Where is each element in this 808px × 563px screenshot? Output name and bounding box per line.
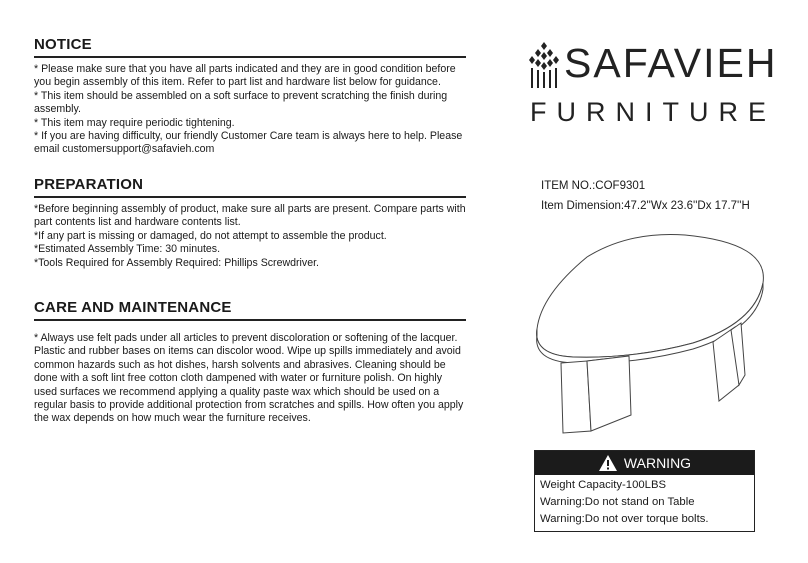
care-title: CARE AND MAINTENANCE	[34, 299, 232, 316]
notice-line: * This item should be assembled on a soft surface to prevent scratching the finish during assembly.	[34, 89, 448, 116]
notice-line: * This item may require periodic tightening.	[34, 116, 235, 129]
notice-divider	[34, 56, 466, 58]
warning-triangle-icon	[598, 454, 618, 472]
warning-line: Warning:Do not over torque bolts.	[540, 513, 709, 525]
warning-box	[534, 450, 755, 532]
preparation-text	[34, 203, 466, 270]
warning-header	[535, 451, 754, 475]
care-divider	[34, 319, 466, 321]
preparation-title: PREPARATION	[34, 176, 144, 193]
safavieh-logo-icon	[528, 40, 560, 90]
warning-line: Warning:Do not stand on Table	[540, 496, 695, 508]
notice-section	[34, 36, 466, 157]
notice-line: * If you are having difficulty, our friendly Customer Care team is always here to help. Please email customersupport@safavieh.com	[34, 130, 463, 156]
preparation-section	[34, 176, 466, 270]
brand-name: SAFAVIEH	[564, 40, 778, 86]
preparation-line: *Estimated Assembly Time: 30 minutes.	[34, 243, 221, 256]
notice-text	[34, 63, 466, 157]
item-dimension: Item Dimension:47.2''Wx 23.6''Dx 17.7''H	[541, 200, 750, 212]
notice-title: NOTICE	[34, 36, 92, 53]
care-text: * Always use felt pads under all articles to prevent discoloration or softening of the lacquer. Plastic and rubber bases on items can discolor wood. Wipe up spills immediately and avoid common hazards such as hot dishes, harsh solvents and abrasives. Cleaning should be done with a soft lint free cotton cloth dampened with water or furniture polish. On highly used surfaces we recommend applying a quality paste wax which should be used on a regular basis to provide additional protection from scratches and spills. How often you apply the wax depends on how much wear the furniture receives.	[34, 332, 464, 425]
preparation-line: *Tools Required for Assembly Required: Phillips Screwdriver.	[34, 256, 319, 269]
preparation-line: *Before beginning assembly of product, make sure all parts are present. Compare parts with part contents list and hardware contents list.	[34, 203, 466, 229]
notice-line: * Please make sure that you have all parts indicated and they are in good condition before you begin assembly of this item. Refer to part list and hardware list below for guidance.	[34, 63, 456, 89]
brand-subtitle: FURNITURE	[530, 97, 776, 127]
item-info	[541, 176, 750, 216]
coffee-table-illustration	[525, 225, 775, 445]
brand-logo	[528, 38, 778, 130]
preparation-line: *If any part is missing or damaged, do not attempt to assemble the product.	[34, 229, 387, 242]
warning-body	[535, 475, 754, 531]
preparation-divider	[34, 196, 466, 198]
care-section	[34, 299, 466, 426]
item-number: ITEM NO.:COF9301	[541, 180, 646, 192]
warning-title: WARNING	[623, 455, 692, 471]
warning-line: Weight Capacity-100LBS	[540, 479, 667, 491]
